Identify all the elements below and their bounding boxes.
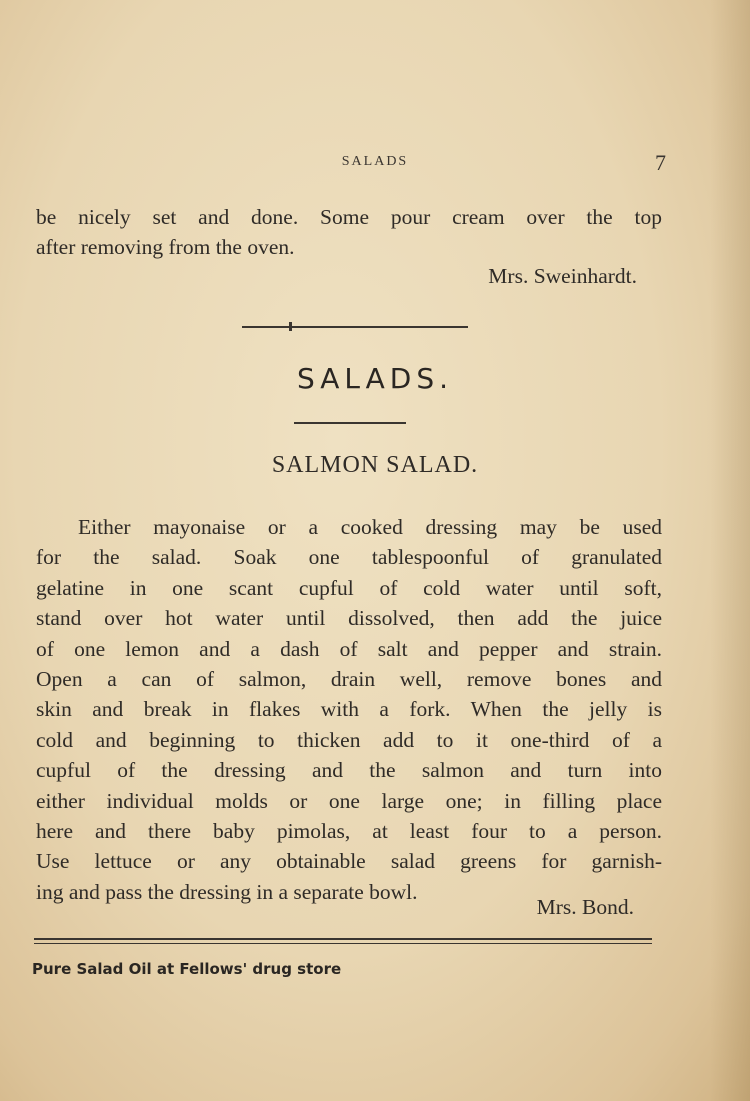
footer-rule — [34, 938, 652, 940]
text-line: Use lettuce or any obtainable salad greens for garnish- — [36, 849, 662, 874]
previous-recipe-author: Mrs. Sweinhardt. — [488, 264, 637, 288]
text-line: be nicely set and done. Some pour cream over the top — [36, 205, 662, 229]
text-line: cupful of the dressing and the salmon and turn into — [36, 758, 662, 783]
text-line: stand over hot water until dissolved, then add the juice — [36, 606, 662, 631]
recipe-author: Mrs. Bond. — [536, 895, 634, 919]
running-title: SALADS — [341, 154, 409, 169]
section-divider-ornament — [289, 322, 292, 331]
footer-advertisement: Pure Salad Oil at Fellows' drug store — [32, 960, 342, 978]
section-divider — [242, 326, 468, 328]
text-line: for the salad. Soak one tablespoonful of granulated — [36, 545, 662, 570]
text-line: either individual molds or one large one; in filling place — [36, 788, 662, 813]
text-line: Either mayonaise or a cooked dressing may be used — [78, 515, 662, 539]
text-line: of one lemon and a dash of salt and pepper and strain. — [36, 636, 662, 661]
text-line: cold and beginning to thicken add to it one-third of a — [36, 727, 662, 752]
text-line: after removing from the oven. — [36, 235, 295, 260]
text-line: Open a can of salmon, drain well, remove bones and — [36, 667, 662, 692]
text-line: skin and break in flakes with a fork. When the jelly is — [36, 697, 662, 722]
recipe-title: SALMON SALAD. — [271, 452, 479, 478]
section-heading: SALADS. — [296, 362, 454, 395]
previous-recipe-continuation — [36, 202, 662, 263]
page-number: 7 — [655, 150, 666, 175]
heading-underline — [294, 422, 406, 424]
footer-rule — [34, 943, 652, 944]
text-line: here and there baby pimolas, at least four to a person. — [36, 819, 662, 844]
text-line: ing and pass the dressing in a separate bowl. — [36, 879, 418, 904]
recipe-body — [36, 512, 662, 907]
text-line: gelatine in one scant cupful of cold water until soft, — [36, 575, 662, 600]
